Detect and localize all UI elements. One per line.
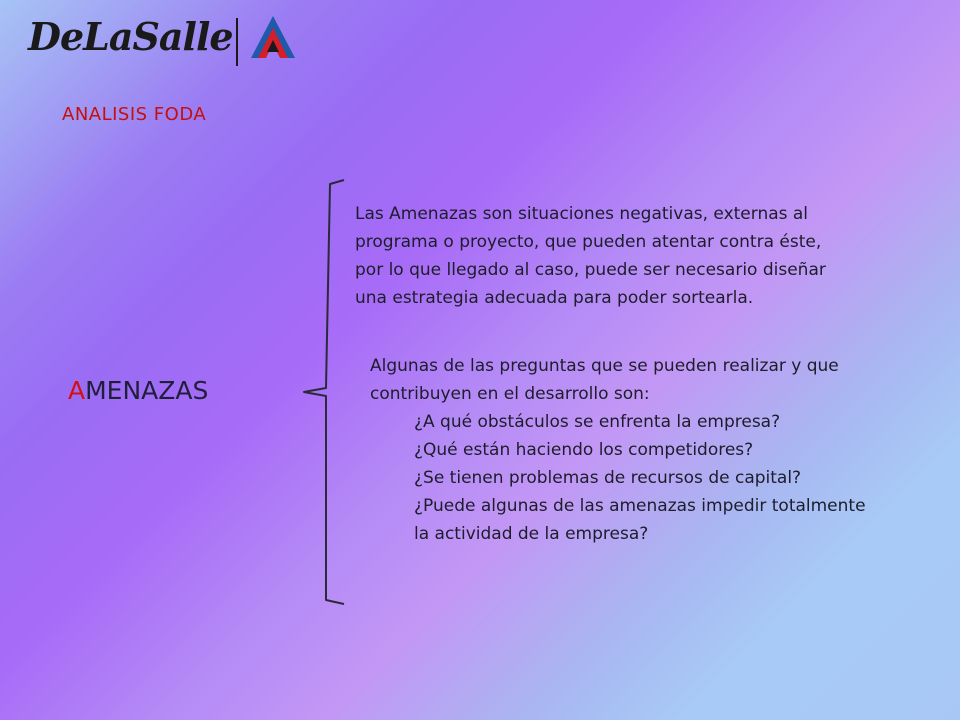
question-item: ¿Puede algunas de las amenazas impedir totalmente bbox=[414, 496, 866, 516]
question-item: ¿Se tienen problemas de recursos de capital? bbox=[414, 468, 802, 488]
questions-list bbox=[414, 408, 866, 548]
definition-line: Las Amenazas son situaciones negativas, externas al bbox=[355, 204, 809, 224]
question-item: la actividad de la empresa? bbox=[414, 524, 649, 544]
curly-brace bbox=[296, 178, 356, 606]
intro-line: Algunas de las preguntas que se pueden realizar y que bbox=[370, 356, 839, 376]
logo-divider bbox=[236, 18, 238, 66]
section-title: ANALISIS FODA bbox=[62, 104, 207, 125]
intro-line: contribuyen en el desarrollo son: bbox=[370, 384, 650, 404]
topic-heading bbox=[68, 376, 208, 405]
delasalle-logo bbox=[22, 10, 312, 66]
definition-line: por lo que llegado al caso, puede ser necesario diseñar bbox=[355, 260, 826, 280]
definition-paragraph bbox=[355, 200, 915, 312]
topic-initial: A bbox=[68, 376, 86, 405]
question-item: ¿A qué obstáculos se enfrenta la empresa? bbox=[414, 412, 781, 432]
definition-line: programa o proyecto, que pueden atentar contra éste, bbox=[355, 232, 822, 252]
topic-rest: MENAZAS bbox=[85, 376, 209, 405]
question-item: ¿Qué están haciendo los competidores? bbox=[414, 440, 754, 460]
logo-wordmark: DeLaSalle bbox=[28, 14, 233, 59]
definition-line: una estrategia adecuada para poder sortearla. bbox=[355, 288, 754, 308]
delasalle-emblem-icon bbox=[248, 14, 298, 64]
questions-intro bbox=[370, 352, 930, 408]
